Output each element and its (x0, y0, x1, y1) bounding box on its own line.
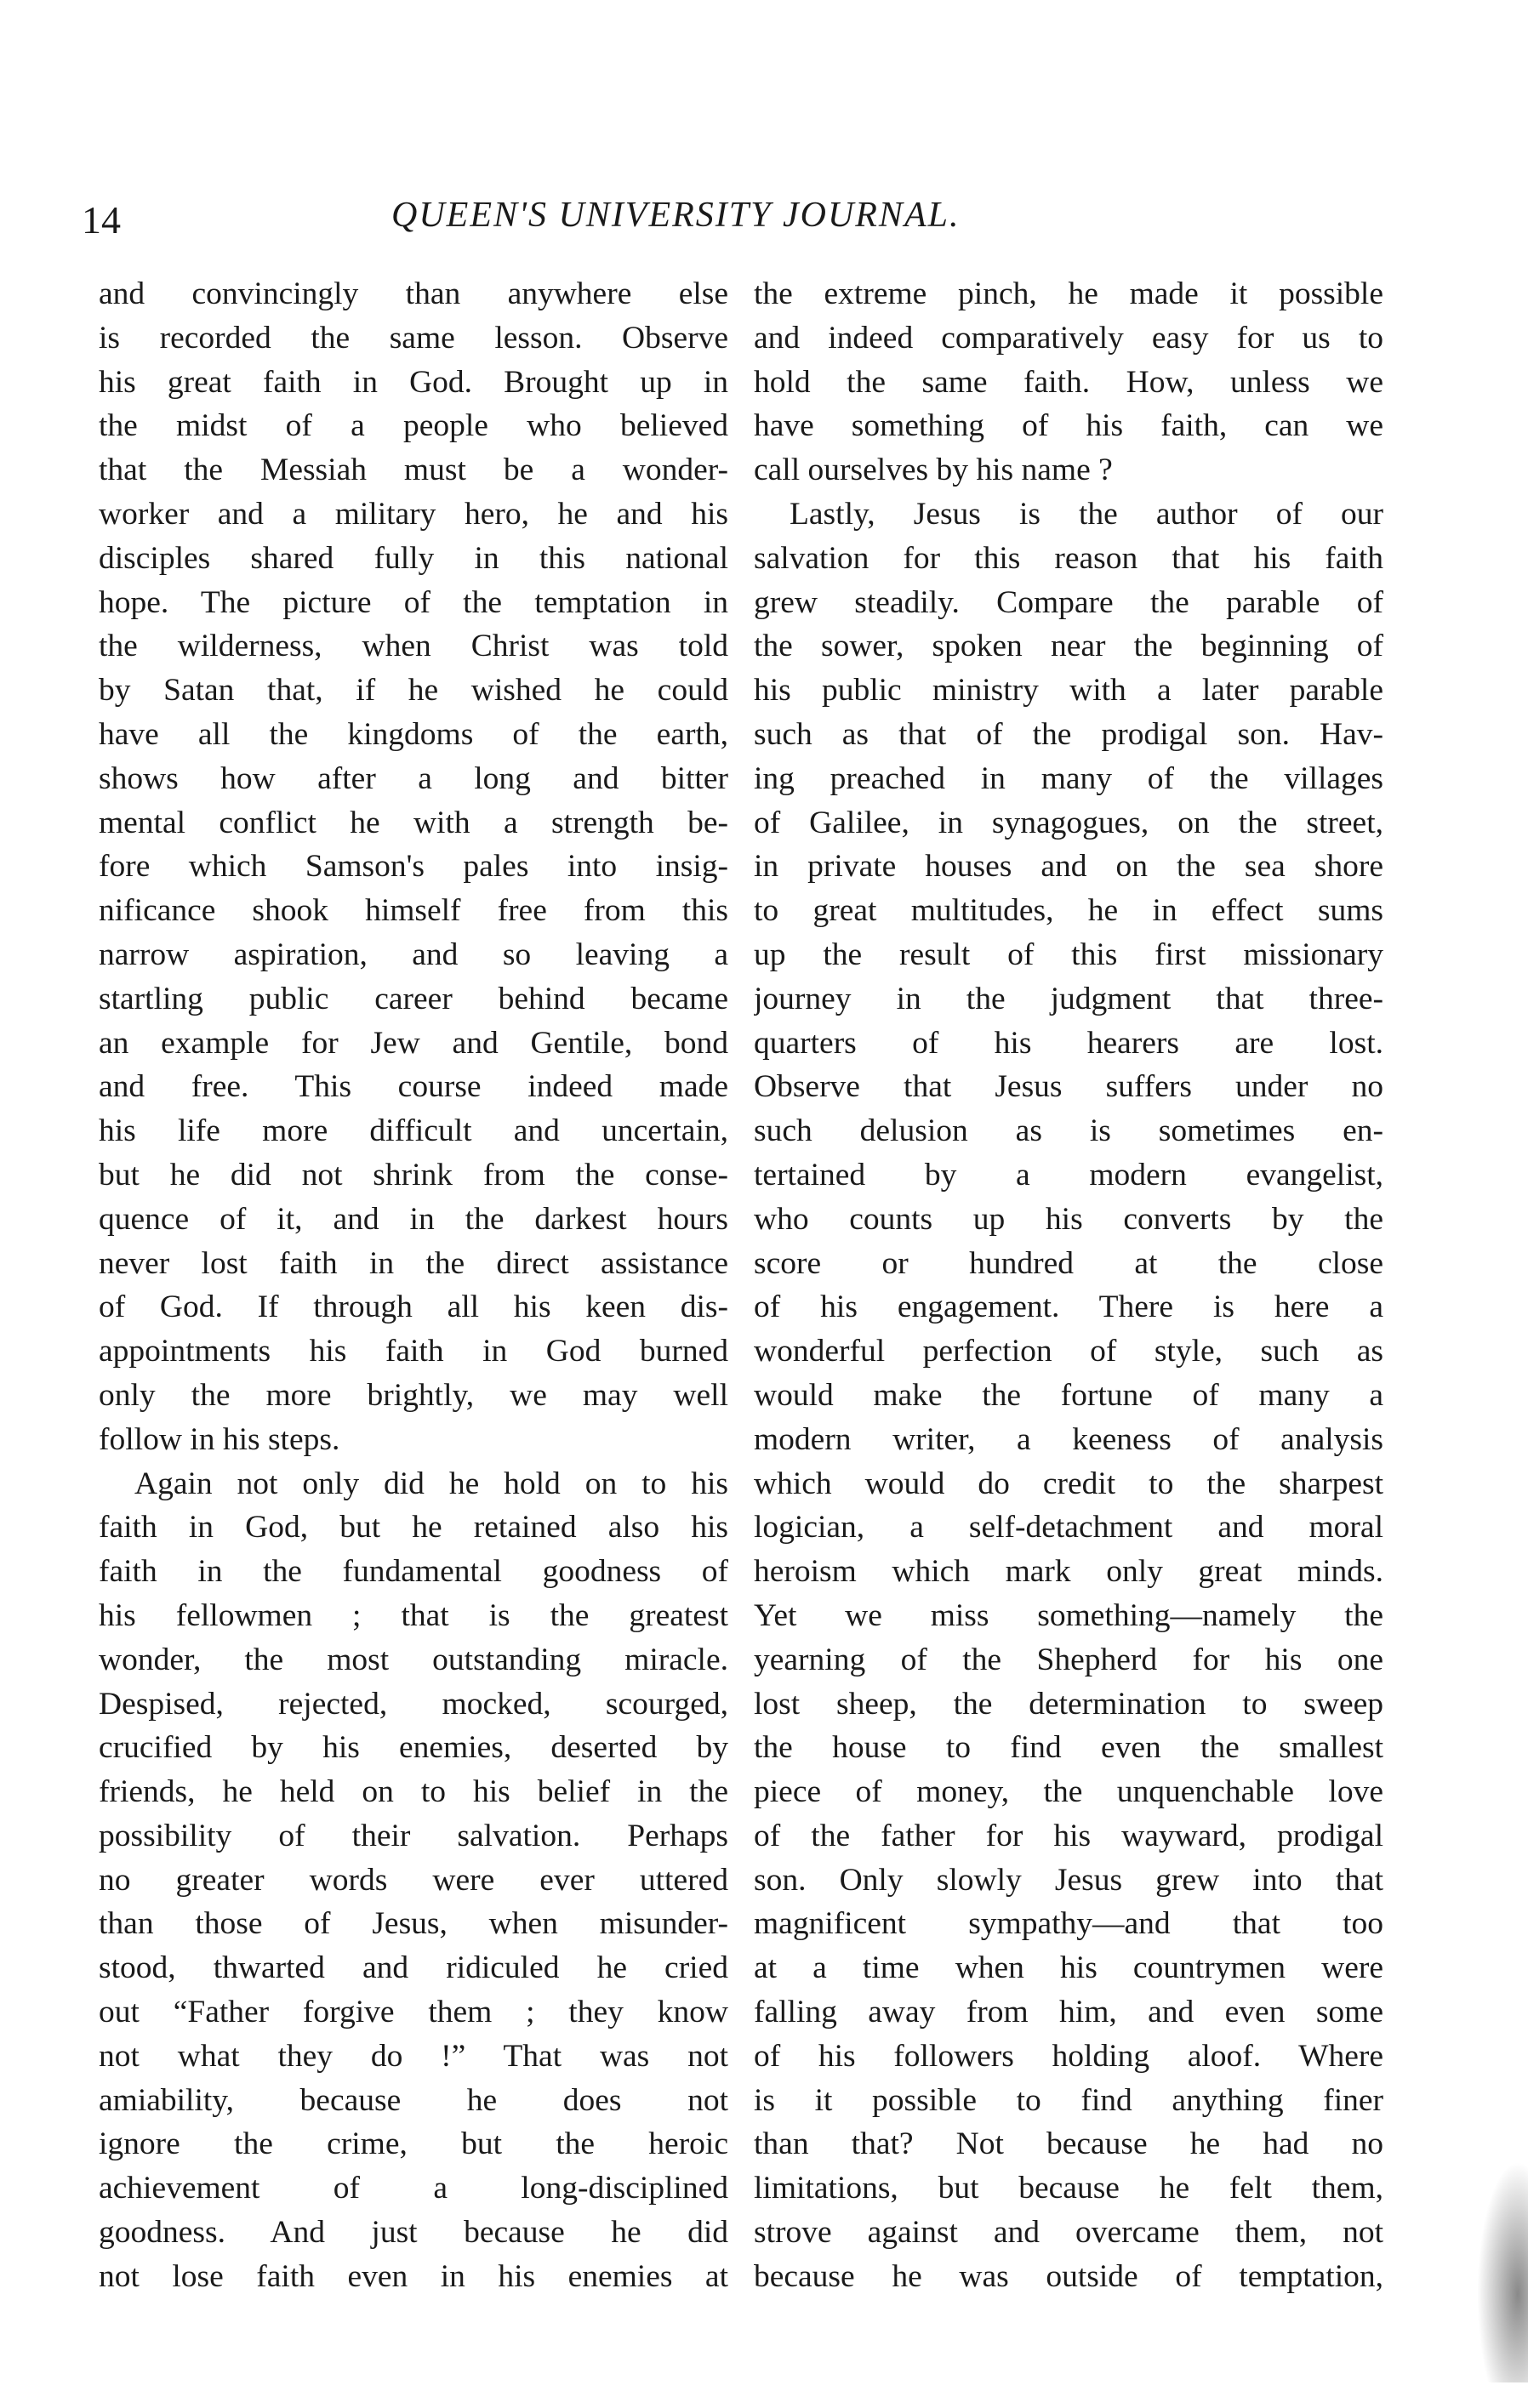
text-line: his life more difficult and uncertain, (99, 1113, 728, 1149)
text-line: Despised, rejected, mocked, scourged, (99, 1686, 728, 1722)
text-line: the wilderness, when Christ was told (99, 629, 728, 664)
text-line: wonderful perfection of style, such as (754, 1334, 1383, 1369)
running-head: QUEEN'S UNIVERSITY JOURNAL. (391, 196, 961, 235)
paragraph-first-line: Lastly, Jesus is the author of our (790, 496, 1383, 532)
text-line: have something of his faith, can we (754, 408, 1383, 444)
right-column (754, 272, 1383, 2299)
text-line: call ourselves by his name ? (754, 453, 1113, 488)
text-line: achievement of a long-disciplined (99, 2171, 728, 2206)
text-line: worker and a military hero, he and his (99, 496, 728, 532)
text-line: than those of Jesus, when misunder- (99, 1906, 728, 1942)
text-line: Observe that Jesus suffers under no (754, 1069, 1383, 1105)
text-line: quarters of his hearers are lost. (754, 1025, 1383, 1061)
text-line: follow in his steps. (99, 1421, 340, 1457)
text-line: up the result of this first missionary (754, 936, 1383, 972)
text-line: and convincingly than anywhere else (99, 276, 728, 311)
text-line: tertained by a modern evangelist, (754, 1157, 1383, 1193)
text-line: goodness. And just because he did (99, 2215, 728, 2251)
text-line: logician, a self-detachment and moral (754, 1510, 1383, 1546)
text-line: ing preached in many of the villages (754, 760, 1383, 796)
text-line: to great multitudes, he in effect sums (754, 893, 1383, 929)
text-line: Yet we miss something—namely the (754, 1597, 1383, 1633)
text-line: is it possible to find anything finer (754, 2082, 1383, 2118)
text-line: of God. If through all his keen dis- (99, 1289, 728, 1325)
text-line: the extreme pinch, he made it possible (754, 276, 1383, 311)
text-line: ignore the crime, but the heroic (99, 2126, 728, 2162)
text-line: at a time when his countrymen were (754, 1950, 1383, 1986)
text-line: heroism which mark only great minds. (754, 1554, 1383, 1590)
text-line: amiability, because he does not (99, 2082, 728, 2118)
text-line: salvation for this reason that his faith (754, 540, 1383, 576)
text-line: score or hundred at the close (754, 1245, 1383, 1281)
text-line: of his followers holding aloof. Where (754, 2038, 1383, 2074)
text-line: lost sheep, the determination to sweep (754, 1686, 1383, 1722)
text-line: have all the kingdoms of the earth, (99, 716, 728, 752)
text-line: possibility of their salvation. Perhaps (99, 1818, 728, 1853)
text-line: never lost faith in the direct assistance (99, 1245, 728, 1281)
text-line: son. Only slowly Jesus grew into that (754, 1862, 1383, 1898)
left-column (99, 272, 728, 2299)
text-line: friends, he held on to his belief in the (99, 1774, 728, 1810)
text-line: quence of it, and in the darkest hours (99, 1201, 728, 1237)
text-line: and free. This course indeed made (99, 1069, 728, 1105)
text-line: appointments his faith in God burned (99, 1334, 728, 1369)
text-line: and indeed comparatively easy for us to (754, 320, 1383, 356)
text-line: strove against and overcame them, not (754, 2215, 1383, 2251)
text-line: startling public career behind became (99, 981, 728, 1016)
text-line: his great faith in God. Brought up in (99, 364, 728, 400)
text-line: of the father for his wayward, prodigal (754, 1818, 1383, 1853)
text-line: narrow aspiration, and so leaving a (99, 936, 728, 972)
text-line: in private houses and on the sea shore (754, 849, 1383, 885)
text-line: is recorded the same lesson. Observe (99, 320, 728, 356)
text-line: that the Messiah must be a wonder- (99, 453, 728, 488)
text-line: his fellowmen ; that is the greatest (99, 1597, 728, 1633)
text-line: an example for Jew and Gentile, bond (99, 1025, 728, 1061)
text-line: crucified by his enemies, deserted by (99, 1730, 728, 1766)
text-line: shows how after a long and bitter (99, 760, 728, 796)
text-line: hope. The picture of the temptation in (99, 584, 728, 620)
text-line: fore which Samson's pales into insig- (99, 849, 728, 885)
text-line: the house to find even the smallest (754, 1730, 1383, 1766)
text-line: nificance shook himself free from this (99, 893, 728, 929)
text-line: magnificent sympathy—and that too (754, 1906, 1383, 1942)
text-line: who counts up his converts by the (754, 1201, 1383, 1237)
text-line: only the more brightly, we may well (99, 1377, 728, 1413)
text-line: the sower, spoken near the beginning of (754, 629, 1383, 664)
text-line: not lose faith even in his enemies at (99, 2258, 728, 2294)
text-line: not what they do !” That was not (99, 2038, 728, 2074)
text-line: yearning of the Shepherd for his one (754, 1642, 1383, 1677)
text-line: wonder, the most outstanding miracle. (99, 1642, 728, 1677)
text-line: grew steadily. Compare the parable of (754, 584, 1383, 620)
text-line: but he did not shrink from the conse- (99, 1157, 728, 1193)
text-line: which would do credit to the sharpest (754, 1466, 1383, 1501)
text-line: limitations, but because he felt them, (754, 2171, 1383, 2206)
text-line: would make the fortune of many a (754, 1377, 1383, 1413)
text-line: such as that of the prodigal son. Hav- (754, 716, 1383, 752)
text-line: out “Father forgive them ; they know (99, 1995, 728, 2030)
text-line: mental conflict he with a strength be- (99, 805, 728, 840)
scan-edge-smudge (1477, 2161, 1528, 2382)
paragraph-first-line: Again not only did he hold on to his (134, 1466, 728, 1501)
text-line: falling away from him, and even some (754, 1995, 1383, 2030)
text-line: than that? Not because he had no (754, 2126, 1383, 2162)
text-line: piece of money, the unquenchable love (754, 1774, 1383, 1810)
text-line: by Satan that, if he wished he could (99, 673, 728, 709)
text-line: stood, thwarted and ridiculed he cried (99, 1950, 728, 1986)
text-line: such delusion as is sometimes en- (754, 1113, 1383, 1149)
text-line: faith in God, but he retained also his (99, 1510, 728, 1546)
text-line: modern writer, a keeness of analysis (754, 1421, 1383, 1457)
text-line: of Galilee, in synagogues, on the street, (754, 805, 1383, 840)
text-line: disciples shared fully in this national (99, 540, 728, 576)
page-number: 14 (82, 198, 121, 242)
text-line: because he was outside of temptation, (754, 2258, 1383, 2294)
text-line: hold the same faith. How, unless we (754, 364, 1383, 400)
text-line: the midst of a people who believed (99, 408, 728, 444)
text-line: his public ministry with a later parable (754, 673, 1383, 709)
text-line: faith in the fundamental goodness of (99, 1554, 728, 1590)
text-line: journey in the judgment that three- (754, 981, 1383, 1016)
text-line: no greater words were ever uttered (99, 1862, 728, 1898)
text-line: of his engagement. There is here a (754, 1289, 1383, 1325)
